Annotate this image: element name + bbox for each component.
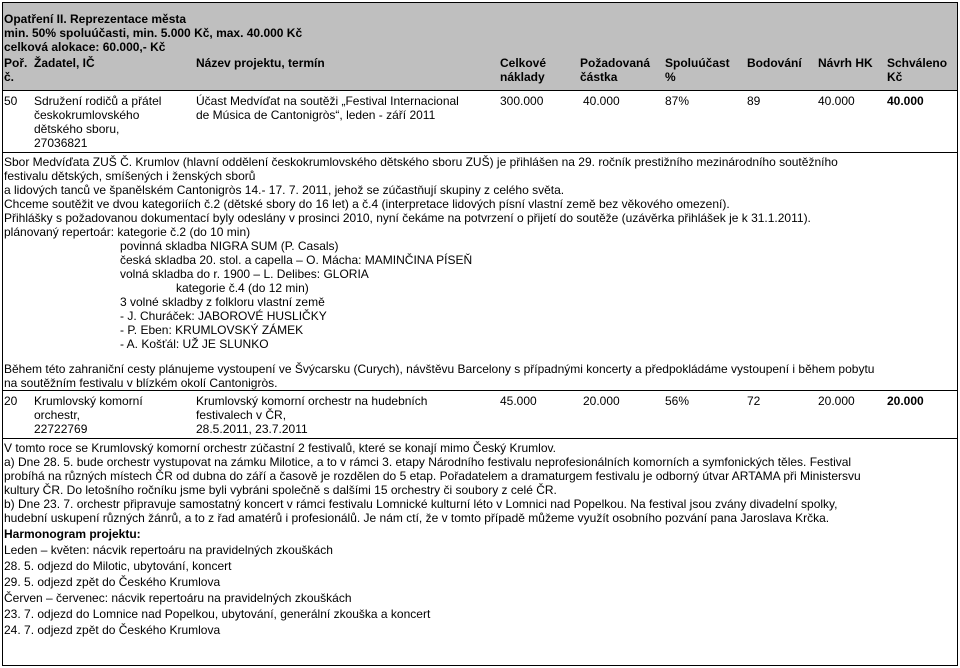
schedule-item: Leden – květen: nácvik repertoáru na pravidelných zkouškách	[4, 543, 333, 557]
repertoire-item: česká skladba 20. stol. a capella – O. Mácha: MAMINČINA PÍSEŇ	[120, 253, 473, 267]
row50-score: 89	[747, 94, 761, 108]
section-allocation: celková alokace: 60.000,- Kč	[4, 40, 166, 54]
row50-applicant-4: 27036821	[34, 136, 88, 150]
row50-project-1: Účast Medvíďat na soutěži „Festival Internacional	[196, 94, 459, 108]
row20-number: 20	[4, 394, 18, 408]
col-approved: Schváleno	[887, 56, 948, 70]
row20-applicant-1: Krumlovský komorní	[34, 394, 143, 408]
repertoire-item: povinná skladba NIGRA SUM (P. Casals)	[120, 239, 339, 253]
section-title: Opatření II. Reprezentace města	[4, 12, 187, 26]
grid-line	[2, 390, 958, 391]
row50-number: 50	[4, 94, 18, 108]
col-total: Celkové	[500, 56, 547, 70]
col-order-2: č.	[4, 70, 15, 84]
grid-line	[2, 2, 3, 666]
col-requested: Požadovaná	[580, 56, 651, 70]
repertoire-item: - J. Churáček: JABOROVÉ HUSLIČKY	[120, 309, 327, 323]
row20-share: 56%	[665, 394, 690, 408]
grid-line	[957, 2, 958, 666]
desc50-line-6: plánovaný repertoár: kategorie č.2 (do 10 min)	[4, 225, 251, 239]
row20-project-1: Krumlovský komorní orchestr na hudebních	[196, 394, 428, 408]
desc20-line-6: hudební uskupení různých žánrů, a to z řad amatérů i profesionálů. Je nám ctí, že v tomto případě můžeme využít osobního pozvání pana Jaroslava Krčka.	[4, 511, 830, 525]
col-order: Poř.	[4, 56, 28, 70]
row20-applicant-3: 22722769	[34, 422, 88, 436]
repertoire-item: 3 volné skladby z folkloru vlastní země	[120, 295, 325, 309]
grid-line	[2, 2, 958, 3]
repertoire-item: volná skladba do r. 1900 – L. Delibes: GLORIA	[120, 267, 369, 281]
col-proposal: Návrh HK	[818, 56, 873, 70]
row50-applicant-1: Sdružení rodičů a přátel	[34, 94, 162, 108]
col-share: Spoluúčast	[665, 56, 730, 70]
row50-share: 87%	[665, 94, 690, 108]
schedule-item: 24. 7. odjezd zpět do Českého Krumlova	[4, 623, 221, 637]
grid-line	[2, 665, 958, 666]
row50-proposal: 40.000	[818, 94, 855, 108]
desc50-end-2: na soutěžním festivalu v blízkém okolí Cantonigròs.	[4, 376, 278, 390]
row20-score: 72	[747, 394, 761, 408]
schedule-item: 28. 5. odjezd do Milotic, ubytování, koncert	[4, 559, 232, 573]
repertoire-item: kategorie č.4 (do 12 min)	[176, 281, 309, 295]
desc20-line-5: b) Dne 23. 7. orchestr připravuje samostatný koncert v rámci festivalu Lomnické kulturní léto v Lomnici nad Popelkou. Na festival jsou zvány divadelní spolky,	[4, 497, 838, 511]
row50-project-2: de Música de Cantonigròs“, leden - září 2011	[196, 108, 436, 122]
col-share-2: %	[665, 70, 676, 84]
repertoire-item: - A. Košťál: UŽ JE SLUNKO	[120, 337, 269, 351]
desc20-line-3: probíhá na různých místech ČR od dubna do září a časově je rozdělen do 5 etap. Pořadatelem a dramaturgem festivalu je odborný útvar ARTAMA při Ministersvu	[4, 469, 861, 483]
row20-approved: 20.000	[887, 394, 924, 408]
col-total-2: náklady	[500, 70, 545, 84]
repertoire-item: - P. Eben: KRUMLOVSKÝ ZÁMEK	[120, 323, 304, 337]
desc50-line-5: Přihlášky s požadovanou dokumentací byly odeslány v prosinci 2010, nyní čekáme na potvrzení o přijetí do soutěže (uzávěrka přihlášek je k 31.1.2011).	[4, 211, 811, 225]
grid-line	[2, 90, 958, 91]
row20-project-2: festivalech v ČR,	[196, 408, 287, 422]
schedule-item: 23. 7. odjezd do Lomnice nad Popelkou, ubytování, generální zkouška a koncert	[4, 607, 431, 621]
desc50-line-1: Sbor Medvíďata ZUŠ Č. Krumlov (hlavní oddělení českokrumlovského dětského sboru ZUŠ) je přihlášen na 29. ročník prestižního mezinárodního soutěžního	[4, 155, 838, 169]
desc50-end-1: Během této zahraniční cesty plánujeme vystoupení ve Švýcarsku (Curych), návštěvu Barcelony s případnými koncerty a předpokládáme vystoupení i během pobytu	[4, 362, 875, 376]
schedule-item: Červen – červenec: nácvik repertoáru na pravidelných zkouškách	[4, 591, 352, 605]
row20-project-3: 28.5.2011, 23.7.2011	[196, 422, 308, 436]
row50-approved: 40.000	[887, 94, 924, 108]
row50-applicant-3: dětského sboru,	[34, 122, 120, 136]
col-applicant: Žadatel, IČ	[34, 56, 95, 70]
col-project: Název projektu, termín	[196, 56, 325, 70]
row20-requested: 20.000	[583, 394, 620, 408]
desc20-line-2: a) Dne 28. 5. bude orchestr vystupovat na zámku Milotice, a to v rámci 3. etapy Národního festivalu neprofesionálních komorních a symfonických těles. Festival	[4, 455, 852, 469]
row50-total: 300.000	[500, 94, 544, 108]
desc50-line-2: festivalu dětských, smíšených i ženských sborů	[4, 169, 256, 183]
row20-applicant-2: orchestr,	[34, 408, 81, 422]
desc50-line-3: a lidových tanců ve španělském Cantonigròs 14.- 17. 7. 2011, jehož se zúčastňují skupiny z celého světa.	[4, 183, 565, 197]
row50-applicant-2: českokrumlovského	[34, 108, 140, 122]
desc20-line-4: kultury ČR. Do letošního ročníku jsme byli vybráni společně s dalšími 15 orchestry či soubory z celé ČR.	[4, 483, 557, 497]
grid-line	[2, 438, 958, 439]
desc50-line-4: Chceme soutěžit ve dvou kategoriích č.2 (dětské sbory do 16 let) a č.4 (interpretace lidových písní vlastní země bez věkového omezení).	[4, 197, 730, 211]
row20-proposal: 20.000	[818, 394, 855, 408]
row50-requested: 40.000	[583, 94, 620, 108]
section-conditions: min. 50% spoluúčasti, min. 5.000 Kč, max. 40.000 Kč	[4, 26, 303, 40]
col-requested-2: částka	[580, 70, 618, 84]
schedule-item: 29. 5. odjezd zpět do Českého Krumlova	[4, 575, 221, 589]
desc20-line-1: V tomto roce se Krumlovský komorní orchestr zúčastní 2 festivalů, které se konají mimo Český Krumlov.	[4, 441, 556, 455]
row20-total: 45.000	[500, 394, 537, 408]
col-approved-2: Kč	[887, 70, 903, 84]
grid-line	[2, 152, 958, 153]
schedule-title: Harmonogram projektu:	[4, 527, 141, 541]
col-score: Bodování	[747, 56, 802, 70]
